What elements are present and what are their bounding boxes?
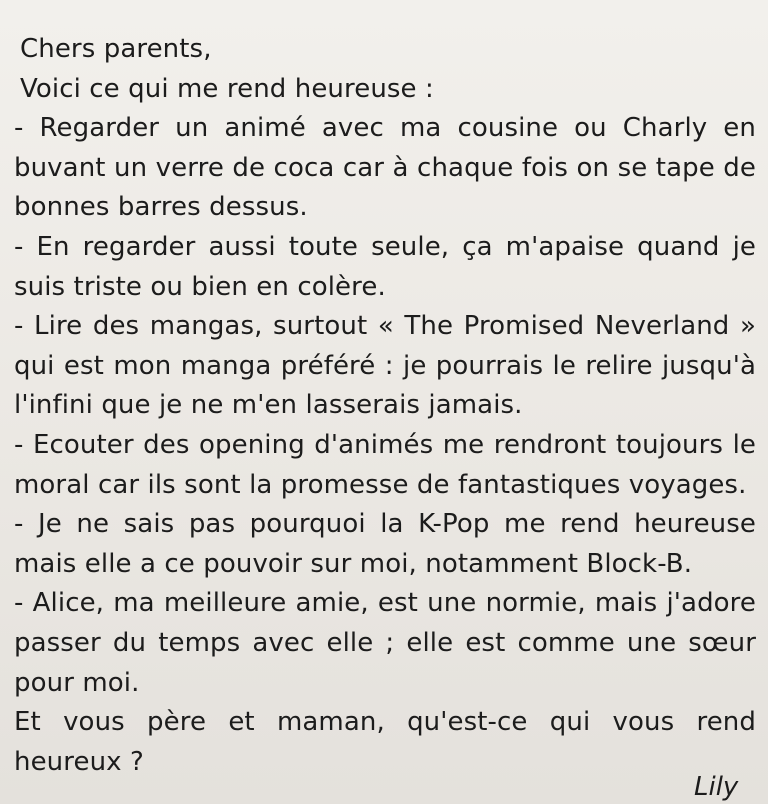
closing-line: heureux ?: [14, 746, 144, 777]
letter-body: [14, 30, 756, 782]
signature: Lily: [694, 772, 739, 802]
item-line: - Ecouter des opening d'animés me rendront toujours le: [14, 429, 756, 460]
item-line: - Je ne sais pas pourquoi la K-Pop me rend heureuse: [14, 509, 756, 540]
item-line: l'infini que je ne m'en lasserais jamais.: [14, 390, 523, 421]
item-line: moral car ils sont la promesse de fantastiques voyages.: [14, 469, 747, 500]
closing-question: [14, 703, 756, 782]
item-line: passer du temps avec elle ; elle est comme une sœur: [14, 627, 756, 658]
item-line: pour moi.: [14, 667, 140, 698]
list-item: [14, 109, 756, 228]
list-item: [14, 307, 756, 426]
list-item: [14, 426, 756, 505]
closing-line: Et vous père et maman, qu'est-ce qui vous rend: [14, 707, 756, 738]
greeting: Chers parents,: [20, 34, 212, 64]
item-line: - Regarder un animé avec ma cousine ou Charly en: [14, 113, 756, 144]
list-item: [14, 584, 756, 703]
item-line: bonnes barres dessus.: [14, 192, 308, 223]
item-line: - Alice, ma meilleure amie, est une normie, mais j'adore: [14, 588, 756, 619]
item-line: suis triste ou bien en colère.: [14, 271, 386, 302]
item-line: buvant un verre de coca car à chaque fois on se tape de: [14, 152, 756, 183]
intro: Voici ce qui me rend heureuse :: [20, 73, 434, 104]
item-line: mais elle a ce pouvoir sur moi, notamment Block-B.: [14, 548, 693, 579]
item-line: qui est mon manga préféré : je pourrais le relire jusqu'à: [14, 350, 756, 381]
list-item: [14, 228, 756, 307]
item-line: - En regarder aussi toute seule, ça m'apaise quand je: [14, 231, 756, 262]
item-line: - Lire des mangas, surtout « The Promised Neverland »: [14, 311, 756, 342]
list-item: [14, 505, 756, 584]
